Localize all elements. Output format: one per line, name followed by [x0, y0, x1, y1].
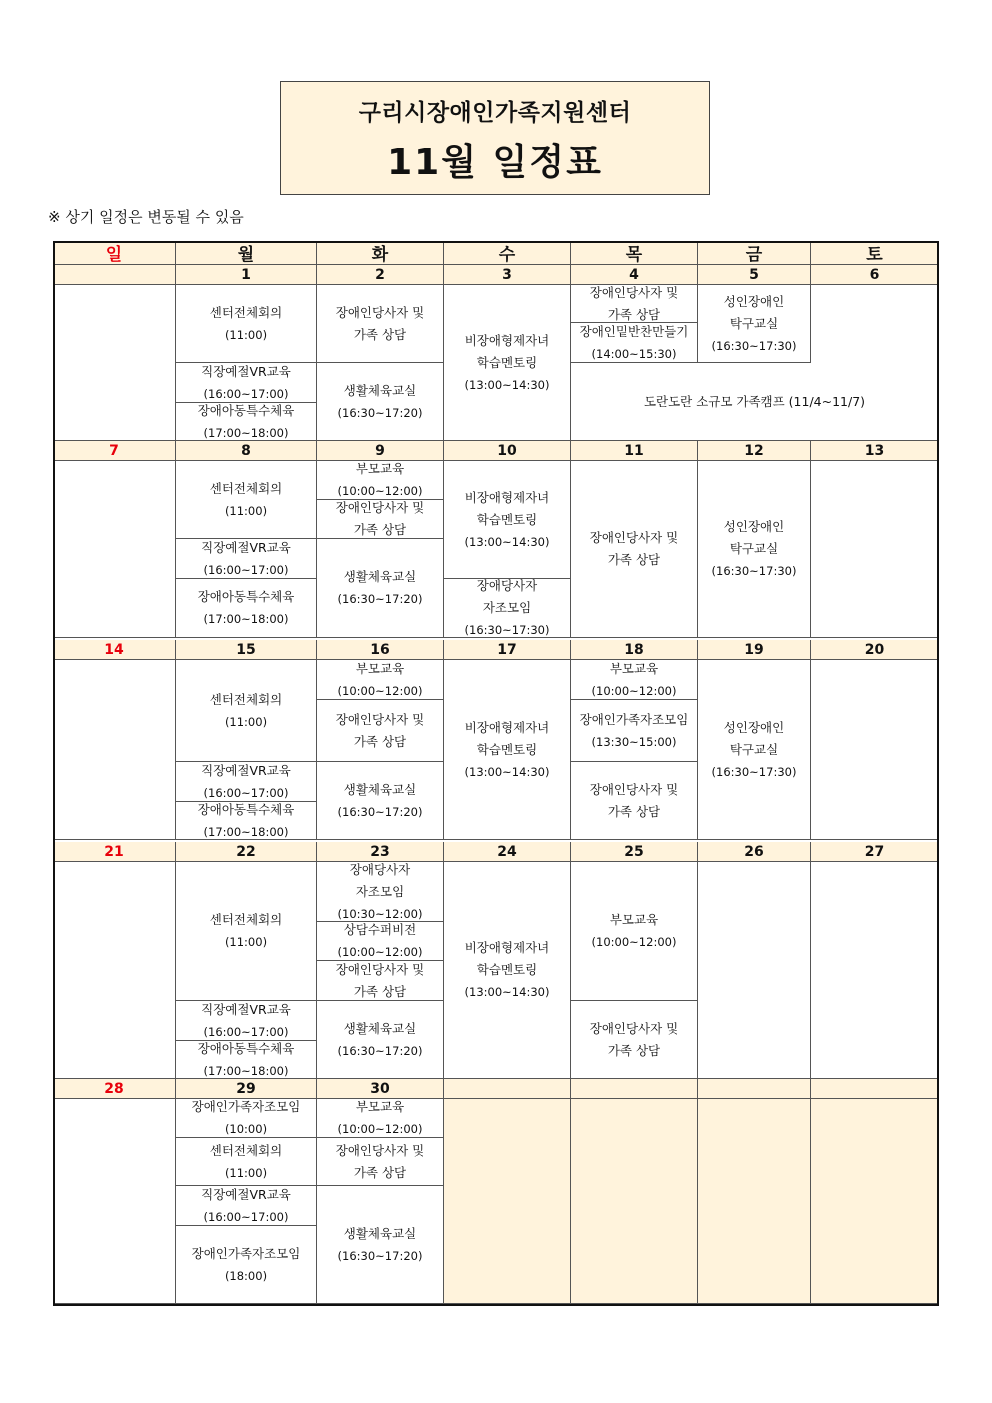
empty-day-cell [53, 1099, 176, 1304]
event-title: 장애인당사자 및 [335, 304, 425, 320]
event-detail: (16:00~17:00) [203, 562, 289, 577]
date-number [698, 1079, 811, 1099]
date-number: 19 [698, 640, 811, 660]
schedule-event [176, 579, 317, 638]
schedule-event [317, 1138, 444, 1186]
event-title: 도란도란 소규모 가족캠프 (11/4~11/7) [643, 393, 866, 409]
event-detail: 가족 상담 [353, 326, 407, 342]
event-detail: (16:30~17:30) [711, 338, 797, 353]
schedule-event [317, 461, 444, 500]
event-detail: 가족 상담 [607, 1042, 661, 1058]
schedule-event [571, 363, 939, 441]
title-box [280, 81, 710, 195]
date-number: 28 [53, 1079, 176, 1099]
event-title: 비장애형제자녀 [464, 489, 550, 505]
date-number: 1 [176, 265, 317, 285]
event-detail: (16:30~17:30) [464, 623, 550, 637]
event-detail: (10:30~12:00) [337, 906, 423, 921]
schedule-event [571, 461, 698, 638]
schedule-event [444, 862, 571, 1079]
event-detail: (16:30~17:20) [337, 405, 423, 420]
date-number: 18 [571, 640, 698, 660]
event-detail: (13:00~14:30) [464, 764, 550, 779]
event-title: 장애인당사자 및 [335, 711, 425, 727]
date-number: 14 [53, 640, 176, 660]
event-title: 생활체육교실 [343, 1020, 417, 1036]
date-number: 16 [317, 640, 444, 660]
schedule-event [317, 285, 444, 363]
event-title: 장애아동특수체육 [197, 801, 295, 817]
event-title: 장애인당사자 및 [589, 781, 679, 797]
event-title: 장애인당사자 및 [335, 500, 425, 515]
schedule-event [571, 323, 698, 363]
date-number: 20 [811, 640, 939, 660]
date-number [444, 1079, 571, 1099]
empty-day-cell [53, 660, 176, 840]
schedule-event [176, 1041, 317, 1079]
event-title: 장애인당사자 및 [589, 1020, 679, 1036]
date-number: 15 [176, 640, 317, 660]
event-detail: 학습멘토링 [476, 741, 538, 757]
date-number: 17 [444, 640, 571, 660]
date-number: 4 [571, 265, 698, 285]
empty-day-cell [53, 285, 176, 441]
event-detail: (16:00~17:00) [203, 785, 289, 800]
schedule-event [176, 403, 317, 441]
event-title: 생활체육교실 [343, 1225, 417, 1241]
date-number: 10 [444, 441, 571, 461]
empty-day-cell [811, 461, 939, 638]
event-title: 비장애형제자녀 [464, 719, 550, 735]
event-detail: (10:00~12:00) [591, 935, 677, 949]
event-detail: (16:30~17:20) [337, 804, 423, 819]
schedule-event [444, 461, 571, 579]
event-title: 장애당사자 [476, 578, 538, 593]
date-number: 26 [698, 842, 811, 862]
schedule-event [571, 1001, 698, 1079]
event-title: 비장애형제자녀 [464, 940, 550, 955]
event-detail: (17:00~18:00) [203, 612, 289, 626]
event-detail: (17:00~18:00) [203, 1063, 289, 1078]
schedule-event [176, 461, 317, 539]
event-detail: 가족 상담 [607, 306, 661, 322]
schedule-event [698, 461, 811, 638]
date-number [571, 1079, 698, 1099]
empty-cell [444, 1099, 571, 1304]
empty-day-cell [811, 862, 939, 1079]
event-detail: (17:00~18:00) [203, 425, 289, 440]
event-title: 부모교육 [355, 660, 405, 676]
page-title: 11월 일정표 [387, 142, 603, 183]
event-detail: 가족 상담 [607, 552, 661, 567]
schedule-event [317, 1001, 444, 1079]
date-number: 2 [317, 265, 444, 285]
schedule-event [176, 660, 317, 762]
event-detail: 가족 상담 [353, 983, 407, 999]
schedule-event [698, 660, 811, 840]
date-number: 6 [811, 265, 939, 285]
event-detail: (13:00~14:30) [464, 377, 550, 392]
event-title: 부모교육 [355, 1099, 405, 1114]
schedule-event [317, 500, 444, 539]
event-title: 직장예절VR교육 [201, 363, 291, 379]
schedule-event [317, 762, 444, 840]
event-title: 센터전체회의 [209, 304, 283, 320]
schedule-event [317, 922, 444, 961]
event-detail: 탁구교실 [729, 541, 779, 556]
event-title: 부모교육 [609, 660, 659, 676]
event-detail: 가족 상담 [607, 803, 661, 819]
schedule-event [571, 762, 698, 840]
empty-day-cell [53, 461, 176, 638]
event-detail: (18:00) [224, 1268, 268, 1283]
schedule-event [571, 862, 698, 1001]
event-title: 센터전체회의 [209, 480, 283, 496]
event-detail: (10:00~12:00) [337, 945, 423, 959]
event-detail: (16:30~17:30) [711, 564, 797, 578]
event-title: 장애아동특수체육 [197, 589, 295, 604]
event-detail: (11:00) [224, 935, 268, 949]
schedule-event [317, 363, 444, 441]
date-number: 7 [53, 441, 176, 461]
date-number: 3 [444, 265, 571, 285]
date-number: 25 [571, 842, 698, 862]
event-detail: (16:00~17:00) [203, 1024, 289, 1039]
event-title: 장애아동특수체육 [197, 1040, 295, 1056]
schedule-event [317, 700, 444, 762]
date-number: 8 [176, 441, 317, 461]
weekday-header: 토 [811, 241, 939, 265]
event-detail: (16:30~17:20) [337, 1248, 423, 1263]
event-title: 성인장애인 [723, 293, 785, 309]
date-number [811, 1079, 939, 1099]
event-title: 장애인가족자조모임 [191, 1245, 301, 1261]
event-detail: (10:00~12:00) [337, 1122, 423, 1136]
event-title: 장애인당사자 및 [335, 1142, 425, 1158]
event-title: 장애인당사자 및 [589, 530, 679, 545]
schedule-event [698, 285, 811, 363]
center-name: 구리시장애인가족지원센터 [358, 100, 632, 126]
empty-cell [571, 1099, 698, 1304]
schedule-event [444, 579, 571, 638]
event-title: 장애아동특수체육 [197, 402, 295, 418]
event-title: 생활체육교실 [343, 382, 417, 398]
schedule-event [176, 1099, 317, 1138]
event-title: 상담수퍼비전 [343, 922, 417, 937]
schedule-event [176, 1226, 317, 1304]
event-title: 생활체육교실 [343, 781, 417, 797]
event-title: 장애인가족자조모임 [579, 711, 689, 727]
date-number: 22 [176, 842, 317, 862]
event-detail: (10:00~12:00) [337, 683, 423, 698]
schedule-event [176, 762, 317, 802]
schedule-event [176, 802, 317, 840]
event-detail: (16:30~17:20) [337, 592, 423, 606]
date-number: 11 [571, 441, 698, 461]
date-number [53, 265, 176, 285]
event-title: 장애인당사자 및 [589, 284, 679, 300]
schedule-event [176, 539, 317, 579]
event-title: 비장애형제자녀 [464, 332, 550, 348]
event-detail: (10:00~12:00) [337, 484, 423, 498]
empty-cell [811, 1099, 939, 1304]
event-detail: (16:00~17:00) [203, 386, 289, 401]
date-number: 21 [53, 842, 176, 862]
event-detail: (11:00) [224, 714, 268, 729]
schedule-event [176, 285, 317, 363]
event-title: 성인장애인 [723, 519, 785, 534]
monthly-calendar [53, 241, 939, 1306]
event-detail: (10:00) [224, 1122, 268, 1136]
date-number: 13 [811, 441, 939, 461]
event-detail: (14:00~15:30) [591, 346, 677, 361]
event-title: 직장예절VR교육 [201, 762, 291, 778]
schedule-event [444, 285, 571, 441]
schedule-event [317, 1099, 444, 1138]
date-number: 9 [317, 441, 444, 461]
event-detail: 학습멘토링 [476, 511, 538, 527]
schedule-event [317, 1186, 444, 1304]
empty-day-cell [698, 862, 811, 1079]
event-detail: 가족 상담 [353, 733, 407, 749]
date-number: 5 [698, 265, 811, 285]
event-detail: 가족 상담 [353, 522, 407, 537]
date-number: 30 [317, 1079, 444, 1099]
schedule-event [317, 961, 444, 1001]
event-detail: (11:00) [224, 327, 268, 342]
event-detail: (16:00~17:00) [203, 1209, 289, 1224]
event-title: 생활체육교실 [343, 569, 417, 584]
schedule-event [176, 1186, 317, 1226]
event-title: 장애인밑반찬만들기 [579, 323, 689, 339]
empty-day-cell [811, 660, 939, 840]
event-title: 직장예절VR교육 [201, 1001, 291, 1017]
event-detail: 가족 상담 [353, 1164, 407, 1180]
event-title: 장애인가족자조모임 [191, 1099, 301, 1114]
date-number: 27 [811, 842, 939, 862]
event-detail: 학습멘토링 [476, 962, 538, 977]
schedule-event [176, 862, 317, 1001]
schedule-event [571, 700, 698, 762]
event-detail: 학습멘토링 [476, 354, 538, 370]
event-detail: 탁구교실 [729, 741, 779, 757]
event-detail: (13:30~15:00) [591, 734, 677, 749]
schedule-event [176, 1138, 317, 1186]
event-detail: 탁구교실 [729, 315, 779, 331]
event-detail: (13:00~14:30) [464, 985, 550, 999]
date-number: 29 [176, 1079, 317, 1099]
event-title: 부모교육 [355, 461, 405, 476]
schedule-event [571, 285, 698, 323]
schedule-event [571, 660, 698, 700]
schedule-event [176, 363, 317, 403]
schedule-event [176, 1001, 317, 1041]
empty-cell [698, 1099, 811, 1304]
empty-day-cell [53, 862, 176, 1079]
event-detail: 자조모임 [355, 883, 405, 899]
weekday-header: 수 [444, 241, 571, 265]
event-title: 직장예절VR교육 [201, 1186, 291, 1202]
schedule-event [444, 660, 571, 840]
weekday-header: 일 [53, 241, 176, 265]
event-title: 센터전체회의 [209, 912, 283, 927]
schedule-event [317, 660, 444, 700]
date-number: 23 [317, 842, 444, 862]
weekday-header: 목 [571, 241, 698, 265]
date-number: 12 [698, 441, 811, 461]
date-number: 24 [444, 842, 571, 862]
schedule-event [317, 539, 444, 638]
weekday-header: 금 [698, 241, 811, 265]
event-detail: (11:00) [224, 1165, 268, 1180]
event-title: 장애당사자 [349, 861, 411, 877]
event-title: 센터전체회의 [209, 691, 283, 707]
event-title: 부모교육 [609, 912, 659, 927]
event-detail: (11:00) [224, 503, 268, 518]
event-detail: (17:00~18:00) [203, 824, 289, 839]
event-title: 성인장애인 [723, 719, 785, 735]
event-title: 장애인당사자 및 [335, 961, 425, 977]
event-title: 직장예절VR교육 [201, 539, 291, 555]
event-detail: (16:30~17:20) [337, 1043, 423, 1058]
schedule-event [317, 862, 444, 922]
event-detail: (13:00~14:30) [464, 534, 550, 549]
event-detail: 자조모임 [482, 600, 532, 615]
event-detail: (10:00~12:00) [591, 683, 677, 698]
schedule-notice: ※ 상기 일정은 변동될 수 있음 [48, 208, 244, 226]
weekday-header: 월 [176, 241, 317, 265]
event-title: 센터전체회의 [209, 1142, 283, 1158]
weekday-header: 화 [317, 241, 444, 265]
event-detail: (16:30~17:30) [711, 764, 797, 779]
